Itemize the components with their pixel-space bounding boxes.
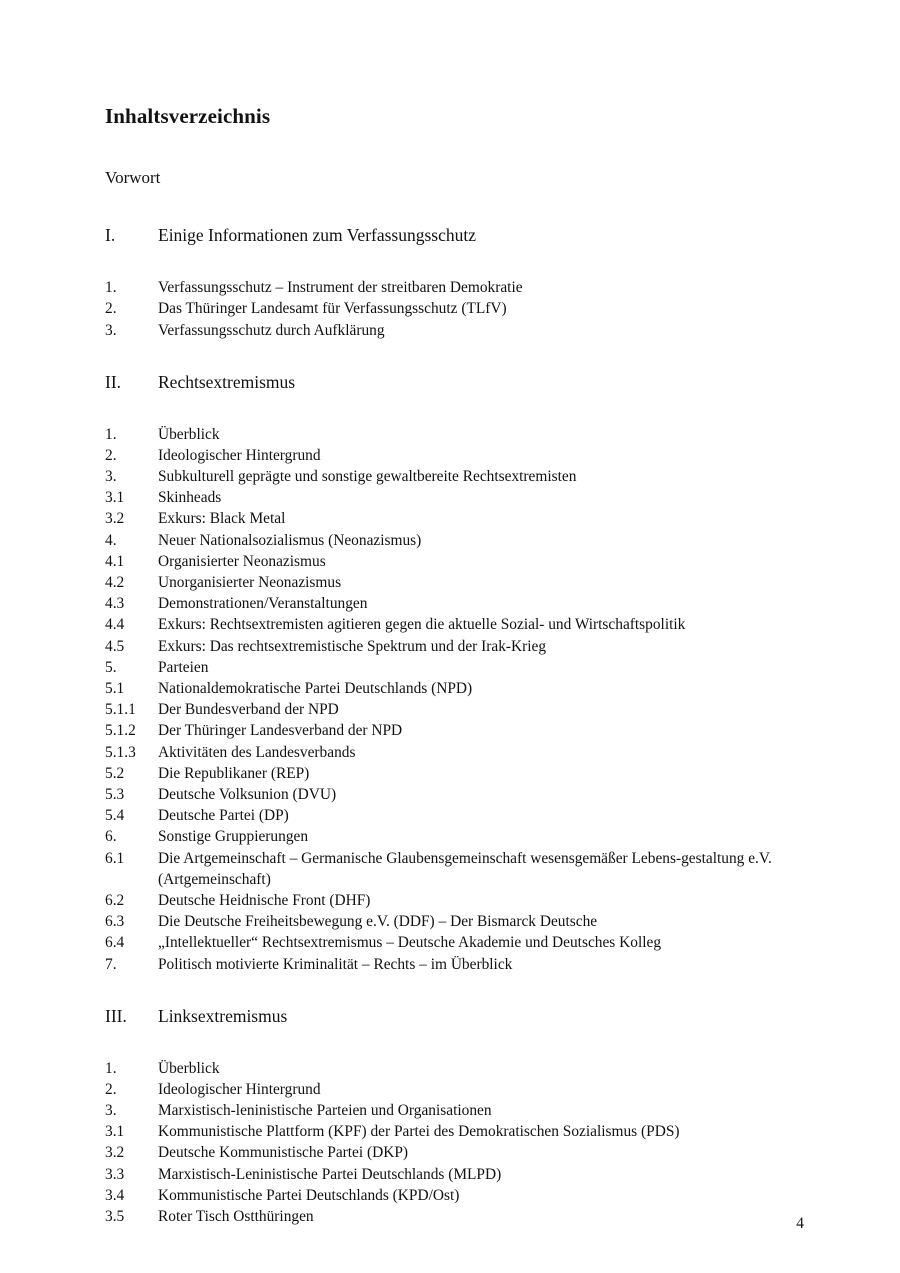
toc-entry-group [105,1058,795,1228]
toc-entry-text: Exkurs: Black Metal [158,510,286,528]
toc-entry-number: 5.4 [105,807,125,825]
toc-entry-number: 3. [105,321,117,339]
toc-entry-text: Sonstige Gruppierungen [158,828,309,846]
toc-entry [105,320,795,341]
toc-entry [105,1164,795,1185]
toc-entry-number: 1. [105,279,117,297]
toc-entry-text: Die Deutsche Freiheitsbewegung e.V. (DDF) – Der Bismarck Deutsche [158,913,598,931]
toc-section-number: I. [105,225,116,246]
toc-entry-text: Deutsche Partei (DP) [158,807,289,825]
toc-entry [105,932,795,953]
toc-entry [105,699,795,720]
toc-entry-number: 4.4 [105,616,125,634]
toc-entry [105,572,795,593]
toc-entry-text: Der Bundesverband der NPD [158,701,339,719]
toc-entry-vorwort: Vorwort [105,168,161,188]
toc-entry [105,636,795,657]
toc-entry-text: Exkurs: Rechtsextremisten agitieren gegen die aktuelle Sozial- und Wirtschaftspolitik [158,616,686,634]
page-title: Inhaltsverzeichnis [105,104,271,128]
toc-entry-text: Parteien [158,658,209,676]
toc-entry-text: Aktivitäten des Landesverbands [158,743,356,761]
toc-entry-text: „Intellektueller“ Rechtsextremismus – Deutsche Akademie und Deutsches Kolleg [158,934,662,952]
toc-entry [105,1206,795,1227]
toc-entry-text: Die Republikaner (REP) [158,764,310,782]
toc-entry-text: Kommunistische Plattform (KPF) der Partei des Demokratischen Sozialismus (PDS) [158,1123,680,1141]
toc-entry [105,1121,795,1142]
toc-entry-number: 1. [105,425,117,443]
toc-entry-number: 2. [105,300,117,318]
toc-entry-text: Marxistisch-leninistische Parteien und Organisationen [158,1101,492,1119]
toc-entry [105,1079,795,1100]
toc-entry-text: Demonstrationen/Veranstaltungen [158,595,368,613]
toc-entry-number: 6.1 [105,849,125,867]
toc-section-heading [105,1005,795,1028]
toc-entry-text: Der Thüringer Landesverband der NPD [158,722,403,740]
toc-section-title: Rechtsextremismus [158,371,296,392]
toc-entry [105,826,795,847]
toc-entry [105,784,795,805]
toc-entry-number: 3.1 [105,1123,125,1141]
toc-entry-text: Marxistisch-Leninistische Partei Deutschlands (MLPD) [158,1165,502,1183]
toc-entry-text: Skinheads [158,489,222,507]
toc-entry-group [105,424,795,975]
toc-entry-number: 2. [105,1080,117,1098]
toc-entry-number: 2. [105,446,117,464]
toc-entry [105,593,795,614]
toc-entry [105,551,795,572]
toc-entry [105,1142,795,1163]
toc-entry [105,487,795,508]
toc-entry-number: 1. [105,1059,117,1077]
toc-entry-number: 6.2 [105,892,125,910]
toc-entry-text: Verfassungsschutz durch Aufklärung [158,321,385,339]
toc-entry-text: Kommunistische Partei Deutschlands (KPD/Ost) [158,1186,460,1204]
toc-entry [105,911,795,932]
toc-entry-number: 3.1 [105,489,125,507]
toc-entry [105,424,795,445]
toc-entry-number: 4.1 [105,552,125,570]
toc-section-number: III. [105,1005,127,1026]
toc-entry-number: 6. [105,828,117,846]
toc-entry-number: 5.2 [105,764,125,782]
toc-entry-text: Das Thüringer Landesamt für Verfassungsschutz (TLfV) [158,300,507,318]
toc-entry [105,805,795,826]
toc-entry-number: 5.3 [105,786,125,803]
toc-entry-text: Ideologischer Hintergrund [158,1080,321,1098]
toc-entry-number: 5.1.3 [105,743,136,761]
toc-sections [105,224,795,1227]
toc-entry-text: Politisch motivierte Kriminalität – Rechts – im Überblick [158,955,513,973]
table-of-contents [105,104,795,1257]
toc-entry-text: Organisierter Neonazismus [158,552,326,570]
toc-entry [105,742,795,763]
toc-entry-number: 7. [105,955,117,973]
toc-entry-number: 5.1.2 [105,722,136,740]
toc-entry-text: Subkulturell geprägte und sonstige gewaltbereite Rechtsextremisten [158,467,577,485]
toc-entry-number: 4. [105,531,117,549]
toc-entry [105,508,795,529]
toc-entry-text: Deutsche Volksunion (DVU) [158,786,337,803]
toc-entry-text: Überblick [158,425,220,443]
toc-entry-number: 3.2 [105,1144,125,1162]
toc-entry [105,657,795,678]
toc-entry [105,763,795,784]
toc-entry-number: 5. [105,658,117,676]
toc-entry-text: Die Artgemeinschaft – Germanische Glaubensgemeinschaft wesensgemäßer Lebens-gestaltung e.V. (Artgemeinschaft) [158,849,772,888]
toc-entry-number: 3.4 [105,1186,125,1204]
toc-entry-text: Roter Tisch Ostthüringen [158,1208,314,1225]
toc-entry-text: Unorganisierter Neonazismus [158,573,342,591]
toc-entry [105,298,795,319]
toc-entry [105,720,795,741]
toc-entry-number: 4.5 [105,637,125,655]
toc-entry-number: 4.3 [105,595,125,613]
toc-entry [105,890,795,911]
toc-entry-number: 3.3 [105,1165,125,1183]
toc-entry-number: 6.4 [105,934,125,952]
toc-entry-text: Nationaldemokratische Partei Deutschlands (NPD) [158,679,473,697]
toc-entry-number: 6.3 [105,913,125,931]
toc-entry-number: 3.5 [105,1208,125,1225]
toc-entry [105,678,795,699]
toc-entry-text: Neuer Nationalsozialismus (Neonazismus) [158,531,422,549]
toc-section-title: Linksextremismus [158,1005,288,1026]
toc-entry [105,1058,795,1079]
toc-entry [105,954,795,975]
toc-entry [105,614,795,635]
toc-entry-number: 5.1.1 [105,701,136,719]
toc-entry [105,1100,795,1121]
page-number: 4 [796,1214,804,1232]
toc-entry-number: 3. [105,1101,117,1119]
toc-section-number: II. [105,371,122,392]
toc-section-heading [105,224,795,247]
toc-entry-number: 3. [105,467,117,485]
toc-entry-text: Deutsche Heidnische Front (DHF) [158,892,371,910]
toc-entry-number: 3.2 [105,510,125,528]
toc-entry [105,466,795,487]
toc-entry-text: Exkurs: Das rechtsextremistische Spektrum und der Irak-Krieg [158,637,547,655]
toc-entry [105,445,795,466]
toc-section-title: Einige Informationen zum Verfassungsschutz [158,225,476,246]
toc-entry-group [105,277,795,341]
toc-entry-text: Deutsche Kommunistische Partei (DKP) [158,1144,409,1162]
toc-section-heading [105,371,795,394]
toc-entry [105,848,795,890]
toc-entry [105,277,795,298]
toc-entry-text: Verfassungsschutz – Instrument der streitbaren Demokratie [158,279,523,297]
toc-entry [105,530,795,551]
toc-entry-number: 4.2 [105,573,125,591]
toc-entry-text: Überblick [158,1059,220,1077]
toc-entry-number: 5.1 [105,679,125,697]
toc-entry [105,1185,795,1206]
toc-entry-text: Ideologischer Hintergrund [158,446,321,464]
